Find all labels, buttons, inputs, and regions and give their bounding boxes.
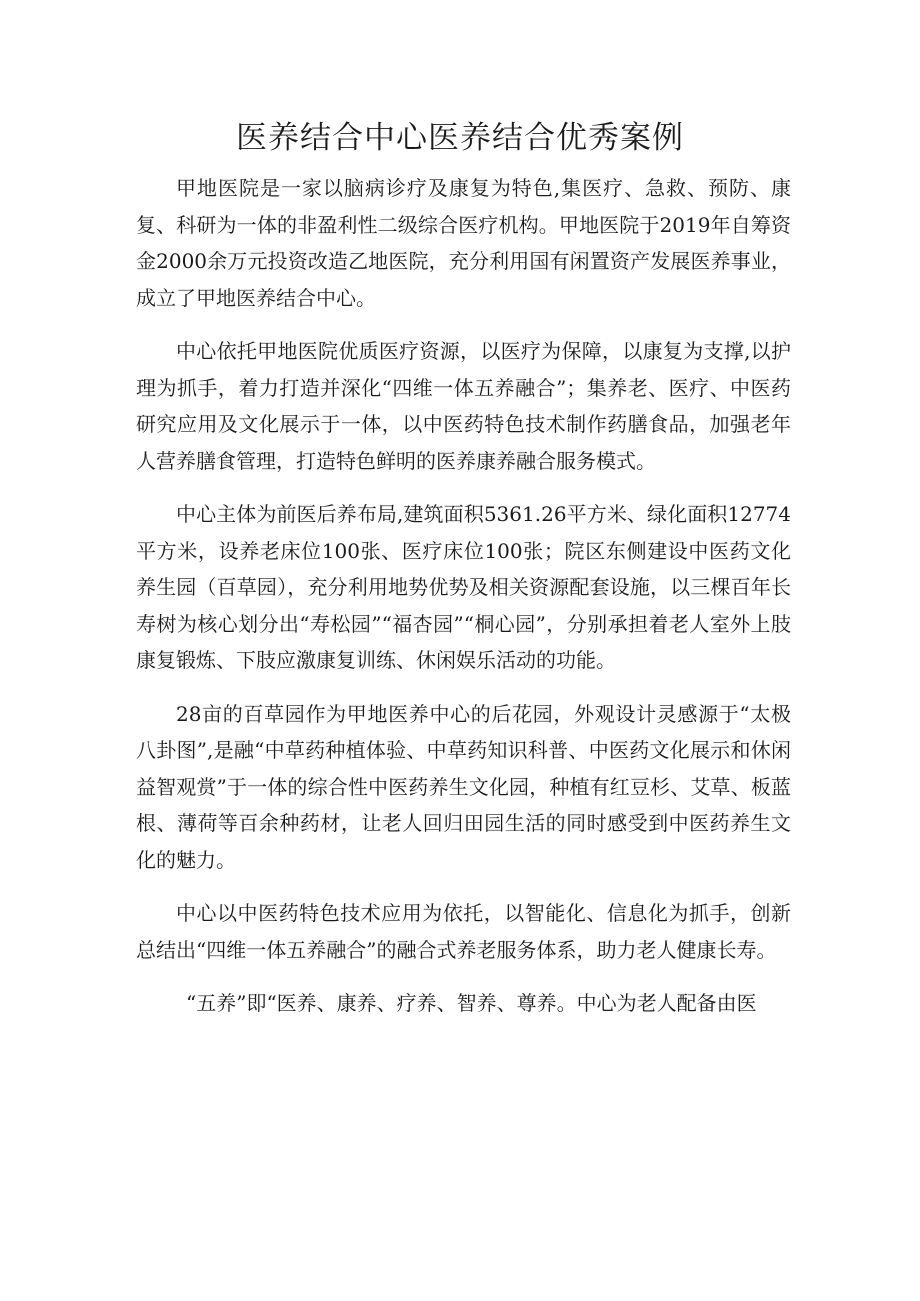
paragraph-hospital-intro: 甲地医院是一家以脑病诊疗及康复为特色,集医疗、急救、预防、康复、科研为一体的非盈利性二级综合医疗机构。甲地医院于2019年自筹资金2000余万元投资改造乙地医院，充分利用国有闲置资产发展医养事业，成立了甲地医养结合中心。 bbox=[136, 176, 791, 310]
paragraph-five-care: “五养”即“医养、康养、疗养、智养、尊养。中心为老人配备由医 bbox=[186, 991, 757, 1015]
paragraph-herb-garden: 28亩的百草园作为甲地医养中心的后花园，外观设计灵感源于“太极八卦图”,是融“中草药种植体验、中草药知识科普、中医药文化展示和休闲益智观赏”于一体的综合性中医药养生文化园，种植有红豆杉、艾草、板蓝根、薄荷等百余种药材，让老人回归田园生活的同时感受到中医药养生文化的魅力。 bbox=[136, 701, 791, 872]
paragraph-center-model: 中心依托甲地医院优质医疗资源，以医疗为保障，以康复为支撑,以护理为抓手，着力打造并深化“四维一体五养融合”；集养老、医疗、中医药研究应用及文化展示于一体，以中医药特色技术制作药膳食品，加强老年人营养膳食管理，打造特色鲜明的医养康养融合服务模式。 bbox=[136, 339, 791, 473]
paragraph-center-layout: 中心主体为前医后养布局,建筑面积5361.26平方米、绿化面积12774平方米，设养老床位100张、医疗床位100张；院区东侧建设中医药文化养生园（百草园），充分利用地势优势及相关资源配套设施，以三棵百年长寿树为核心划分出“寿松园”“福杏园”“桐心园”，分别承担着老人室外上肢康复锻炼、下肢应激康复训练、休闲娱乐活动的功能。 bbox=[136, 502, 791, 672]
document-body bbox=[136, 170, 791, 1039]
paragraph-service-system: 中心以中医药特色技术应用为依托，以智能化、信息化为抓手，创新总结出“四维一体五养融合”的融合式养老服务体系，助力老人健康长寿。 bbox=[136, 901, 791, 962]
document-title: 医养结合中心医养结合优秀案例 bbox=[236, 120, 684, 156]
